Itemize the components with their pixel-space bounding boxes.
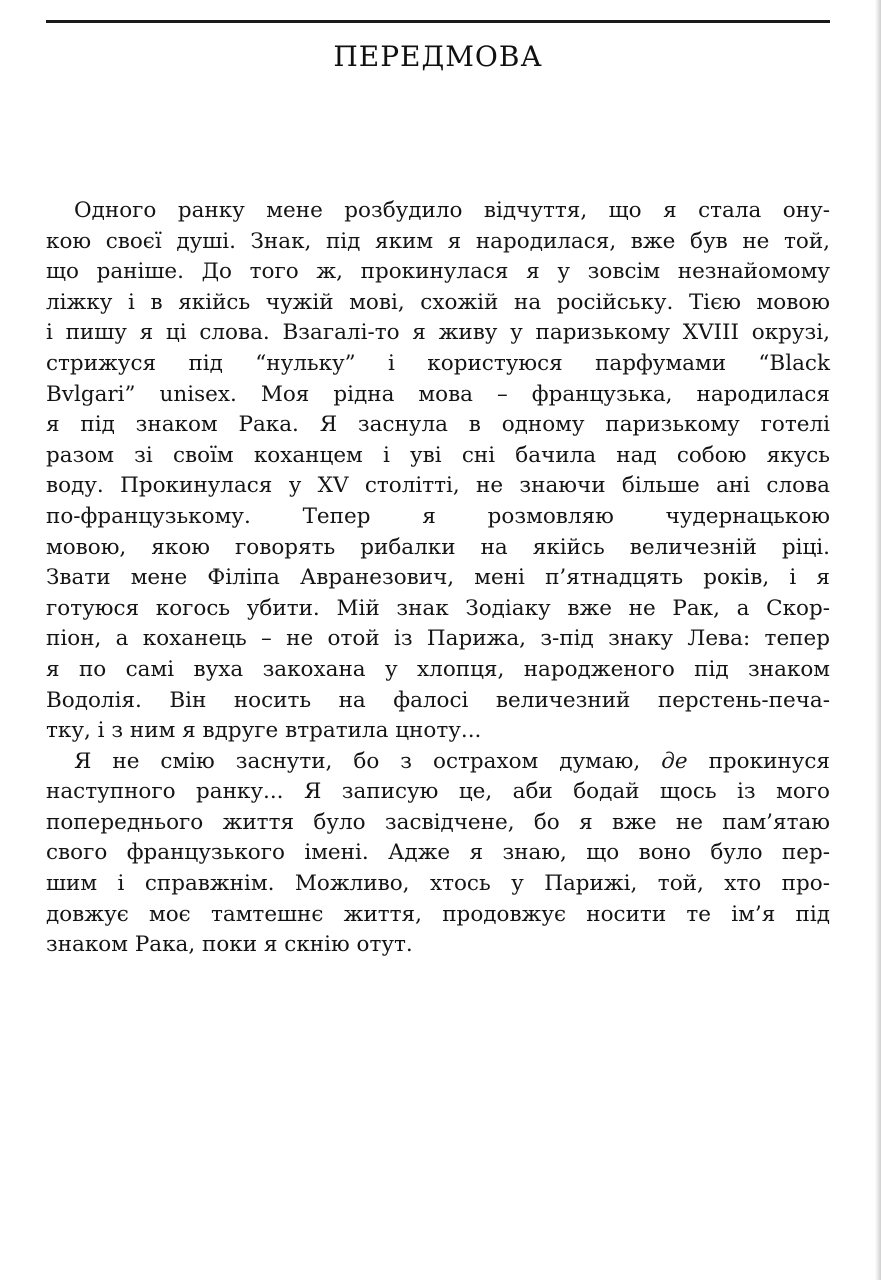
paragraph-line: стрижуся під “нульку” і користуюся парфумами “Black: [46, 350, 830, 376]
text-run: Я не смію заснути, бо з острахом думаю,: [74, 748, 662, 774]
text-run: прокинуся: [687, 748, 830, 774]
paragraph-line: Водолія. Він носить на фалосі величезний перстень-печа-: [46, 687, 830, 713]
paragraph-line: довжує моє тамтешнє життя, продовжує носити те ім’я під: [46, 901, 830, 927]
page-title: ПЕРЕДМОВА: [333, 40, 543, 73]
paragraph-line: воду. Прокинулася у XV столітті, не знаючи більше ані слова: [46, 473, 830, 499]
paragraph-line: я під знаком Рака. Я заснула в одному паризькому готелі: [46, 412, 830, 438]
paragraph-line: по-французькому. Тепер я розмовляю чудернацькою: [46, 503, 830, 529]
paragraph-line: знаком Рака, поки я скнію отут.: [46, 932, 413, 958]
body-text: [46, 196, 830, 961]
paragraph-line: і пишу я ці слова. Взагалі-то я живу у паризькому XVIII окрузі,: [46, 320, 830, 346]
paragraph-line: наступного ранку... Я записую це, аби бодай щось із мого: [46, 779, 830, 805]
paragraph-line: разом зі своїм коханцем і уві сні бачила над собою якусь: [46, 442, 830, 468]
paragraph-line: шим і справжнім. Можливо, хтось у Парижі, той, хто про-: [46, 871, 830, 897]
top-rule: [46, 20, 830, 23]
paragraph-line: піон, а коханець – не отой із Парижа, з-під знаку Лева: тепер: [46, 626, 830, 652]
paragraph-line: готуюся когось убити. Мій знак Зодіаку вже не Рак, а Скор-: [46, 595, 830, 621]
paragraph-line: Звати мене Філіпа Авранезович, мені п’ятнадцять років, і я: [46, 565, 830, 591]
paragraph-line: попереднього життя було засвідчене, бо я вже не пам’ятаю: [46, 809, 830, 835]
paragraph-line: Одного ранку мене розбудило відчуття, що я стала ону-: [74, 198, 830, 223]
paragraph-line: Bvlgari” unisex. Моя рідна мова – французька, народилася: [46, 381, 830, 407]
paragraph-line: я по самі вуха закохана у хлопця, народженого під знаком: [46, 656, 830, 682]
paragraph-line: мовою, якою говорять рибалки на якійсь величезній ріці.: [46, 534, 830, 560]
paragraph-line: кою своєї душі. Знак, під яким я народилася, вже був не той,: [46, 228, 830, 254]
page-edge-shadow: [875, 0, 881, 1280]
emphasis-text: де: [661, 748, 688, 774]
paragraph-line: що раніше. До того ж, прокинулася я у зовсім незнайомому: [46, 259, 830, 285]
paragraph-line: [46, 747, 830, 778]
paragraph-line: свого французького імені. Адже я знаю, що воно було пер-: [46, 840, 830, 866]
paragraph-line: ліжку і в якійсь чужій мові, схожій на російську. Тією мовою: [46, 289, 830, 315]
paragraph-line: тку, і з ним я вдруге втратила цноту...: [46, 718, 482, 744]
